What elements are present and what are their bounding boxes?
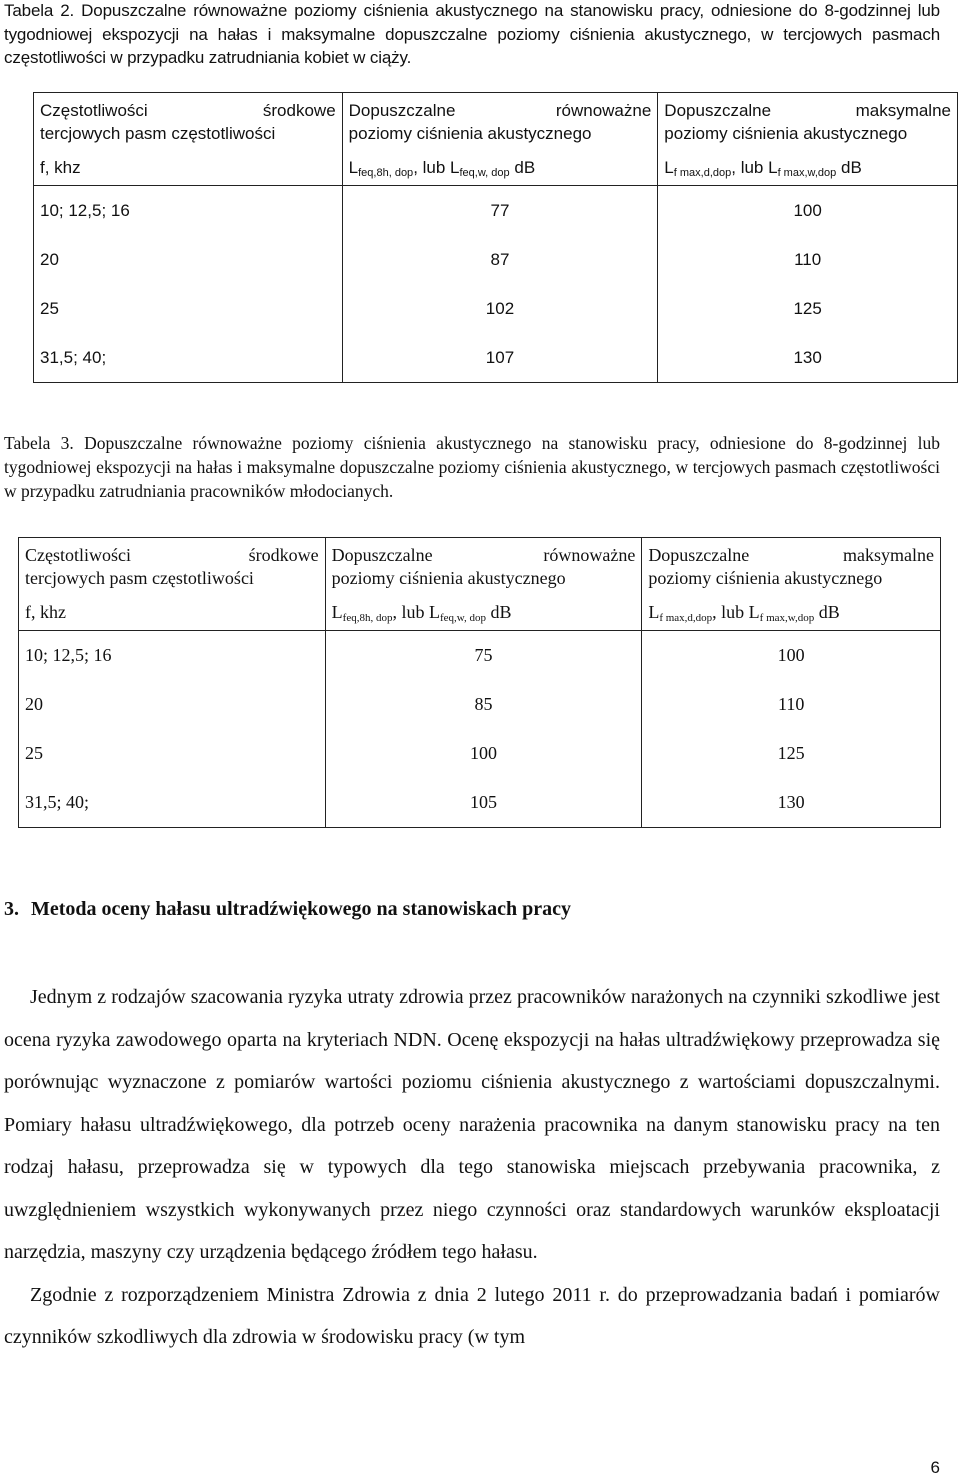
header-unit [332, 601, 636, 630]
table3-header-maximum [642, 538, 941, 631]
header-unit [664, 156, 951, 185]
unit-text: dB [814, 602, 840, 622]
table2-header-maximum [658, 93, 958, 186]
body-text [4, 976, 940, 1359]
unit-subscript: f max,d,dop [673, 167, 732, 179]
table3 [18, 537, 941, 828]
unit-symbol: L [331, 602, 343, 622]
table-cell: 105 [469, 792, 497, 812]
header-text: poziomy ciśnienia akustycznego [331, 568, 566, 588]
table-cell: 20 [40, 250, 59, 269]
table2-header-equivalent [342, 93, 658, 186]
unit-text: , lub L [712, 602, 760, 622]
table-cell: 100 [469, 743, 497, 763]
header-text: maksymalne [843, 545, 934, 565]
table-cell: 110 [777, 694, 805, 714]
unit-text: dB [509, 158, 536, 177]
unit-subscript: feq,w, dop [459, 167, 510, 179]
table-cell: 25 [40, 299, 59, 318]
table-cell: 130 [777, 792, 805, 812]
unit-symbol: L [648, 602, 660, 622]
table2-caption-text: Dopuszczalne równoważne poziomy ciśnienia akustycznego na stanowisku pracy, odniesione do 8-godzinnej lub tygodniowej ekspozycji na hałas i maksymalne dopuszczalne poziomy ciśnienia akustycznego, w tercjowych pasmach częstotliwości w przypadku zatrudniania kobiet w ciąży. [4, 1, 940, 67]
paragraph: Jednym z rodzajów szacowania ryzyka utraty zdrowia przez pracowników narażonych na czynniki szkodliwe jest ocena ryzyka zawodowego oparta na kryteriach NDN. Ocenę ekspozycji na hałas ultradźwiękowy przeprowadza się porównując wyznaczone z pomiarów wartości poziomu ciśnienia akustycznego z wartościami dopuszczalnymi. Pomiary hałasu ultradźwiękowego, dla potrzeb oceny narażenia pracownika na danym stanowisku pracy na ten rodzaj hałasu, przeprowadza się w typowych dla tego stanowiska miejscach przebywania pracownika, z uwzględnieniem wszystkich wykonywanych przez niego czynności oraz standardowych warunków eksploatacji narzędzia, maszyny czy urządzenia będącego źródłem tego hałasu. [4, 986, 940, 1263]
table-cell: 77 [490, 201, 510, 220]
table3-header-row [19, 538, 941, 631]
table2-col-frequency [34, 186, 343, 383]
header-text: Dopuszczalne [648, 545, 750, 565]
unit-symbol: L [348, 158, 359, 177]
page-number: 6 [930, 1458, 940, 1477]
header-text: poziomy ciśnienia akustycznego [664, 124, 908, 143]
table-cell: 85 [474, 694, 493, 714]
table3-col-frequency [19, 631, 326, 828]
header-text: środkowe [248, 545, 319, 565]
table-cell: 31,5; 40; [40, 348, 107, 367]
section-heading [4, 898, 571, 921]
table3-data [19, 631, 941, 828]
table-cell: 31,5; 40; [25, 792, 90, 812]
table2-col-equivalent [342, 186, 658, 383]
table-cell: 100 [793, 201, 822, 220]
table-cell: 130 [793, 348, 822, 367]
table2-header-frequency [34, 93, 343, 186]
table-cell: 20 [25, 694, 43, 714]
unit-subscript: f max,w,dop [777, 167, 837, 179]
table-cell: 125 [793, 299, 822, 318]
table-cell: 107 [485, 348, 515, 367]
table-cell: 87 [490, 250, 510, 269]
unit-symbol: L [664, 158, 674, 177]
header-unit: f, khz [40, 158, 81, 177]
table2-data [34, 186, 958, 383]
table2-caption-label: Tabela 2. [4, 1, 75, 20]
header-text: Dopuszczalne [331, 545, 433, 565]
table2-caption [4, 0, 940, 70]
header-text: poziomy ciśnienia akustycznego [648, 568, 883, 588]
table3-header-equivalent [325, 538, 642, 631]
unit-subscript: f max,d,dop [659, 612, 713, 624]
table-cell: 25 [25, 743, 43, 763]
table3-caption-text: Dopuszczalne równoważne poziomy ciśnienia akustycznego na stanowisku pracy, odniesione do 8-godzinnej lub tygodniowej ekspozycji na hałas i maksymalne dopuszczalne poziomy ciśnienia akustycznego, w tercjowych pasmach częstotliwości w przypadku zatrudniania pracowników młodocianych. [4, 433, 941, 501]
unit-text: , lub L [392, 602, 440, 622]
unit-text: dB [486, 602, 512, 622]
table2-header-row [34, 93, 958, 186]
header-text: równoważne [555, 101, 652, 120]
table-cell: 10; 12,5; 16 [40, 201, 130, 220]
header-text: tercjowych pasm częstotliwości [25, 568, 254, 588]
unit-subscript: f max,w,dop [759, 612, 815, 624]
header-unit [648, 601, 934, 630]
header-text: poziomy ciśnienia akustycznego [348, 124, 592, 143]
table-cell: 102 [485, 299, 515, 318]
header-text: tercjowych pasm częstotliwości [40, 124, 276, 143]
unit-text: , lub L [413, 158, 460, 177]
header-text: Dopuszczalne [348, 101, 456, 120]
table3-caption [4, 431, 940, 503]
table3-header-frequency [19, 538, 326, 631]
table-cell: 110 [794, 250, 822, 269]
paragraph: Zgodnie z rozporządzeniem Ministra Zdrowia z dnia 2 lutego 2011 r. do przeprowadzania badań i pomiarów czynników szkodliwych dla zdrowia w środowisku pracy (w tym [4, 1283, 940, 1348]
table3-caption-label: Tabela 3. [4, 433, 74, 453]
table-cell: 125 [777, 743, 805, 763]
table3-col-maximum [642, 631, 941, 828]
unit-text: dB [836, 158, 862, 177]
unit-subscript: feq,w, dop [439, 612, 486, 624]
header-unit: f, khz [25, 602, 66, 622]
unit-subscript: feq,8h, dop [342, 612, 393, 624]
header-text: maksymalne [855, 101, 951, 120]
table-cell: 100 [777, 645, 805, 665]
unit-subscript: feq,8h, dop [358, 167, 414, 179]
header-text: równoważne [543, 545, 636, 565]
section-number: 3. [4, 898, 19, 920]
header-text: Częstotliwości [40, 101, 148, 120]
unit-text: , lub L [731, 158, 778, 177]
table-cell: 10; 12,5; 16 [25, 645, 112, 665]
table2 [33, 92, 958, 383]
section-title: Metoda oceny hałasu ultradźwiękowego na stanowiskach pracy [31, 898, 572, 920]
header-unit [349, 156, 652, 185]
table-cell: 75 [474, 645, 493, 665]
header-text: Częstotliwości [25, 545, 131, 565]
header-text: Dopuszczalne [664, 101, 772, 120]
table2-col-maximum [658, 186, 958, 383]
header-text: środkowe [262, 101, 336, 120]
table3-col-equivalent [325, 631, 642, 828]
